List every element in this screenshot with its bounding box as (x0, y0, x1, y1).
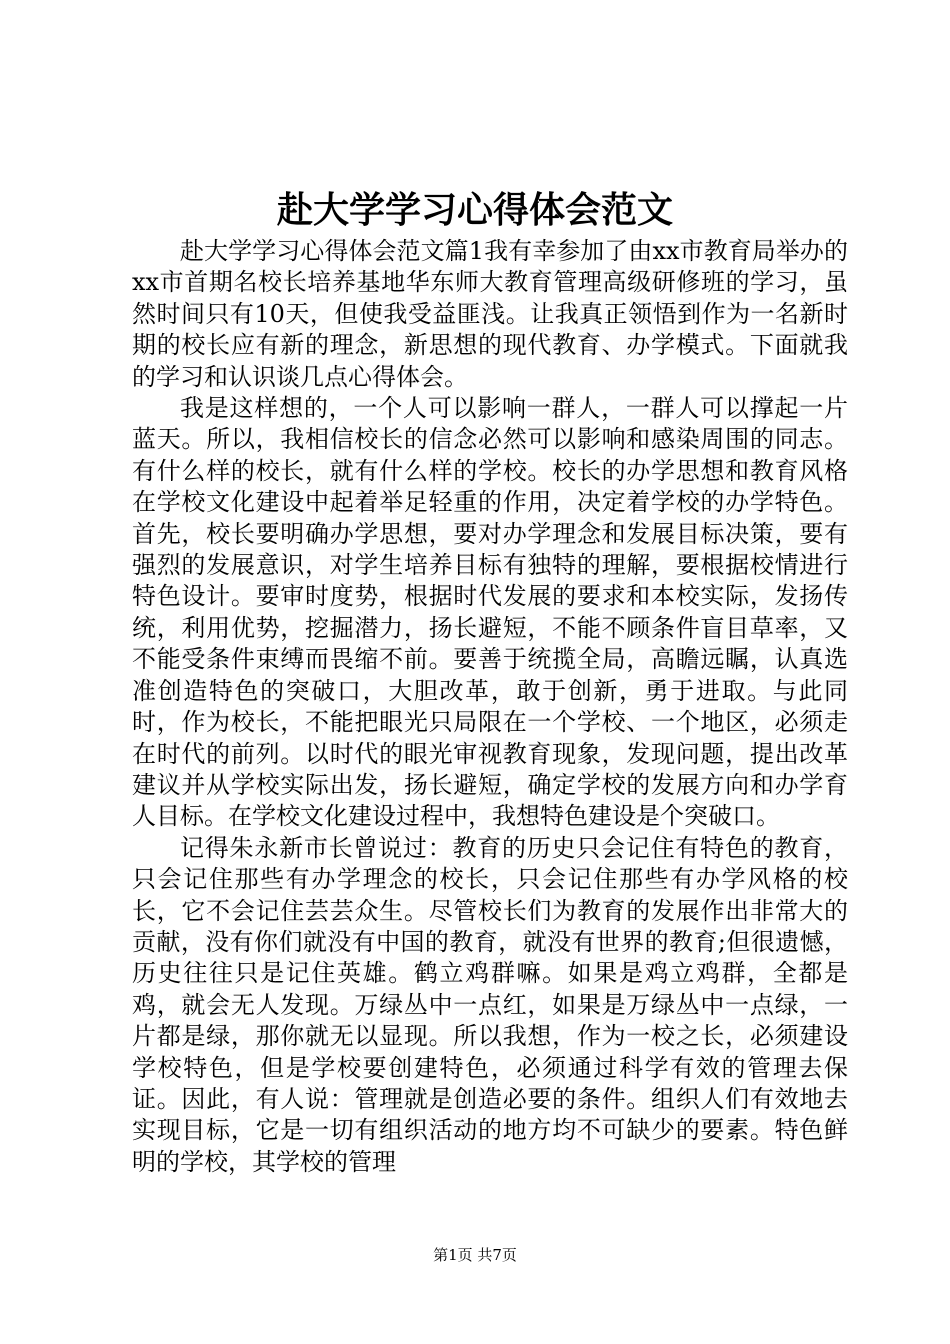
paragraph-1: 赴大学学习心得体会范文篇1我有幸参加了由xx市教育局举办的xx市首期名校长培养基地华东师大教育管理高级研修班的学习，虽然时间只有10天，但使我受益匪浅。让我真正领悟到作为一名新时期的校长应有新的理念，新思想的现代教育、办学模式。下面就我的学习和认识谈几点心得体会。 (132, 237, 848, 391)
document-title: 赴大学学习心得体会范文 (276, 189, 673, 231)
page-footer: 第1页 共7页 (433, 1246, 517, 1264)
paragraph-3: 记得朱永新市长曾说过：教育的历史只会记住有特色的教育，只会记住那些有办学理念的校长，只会记住那些有办学风格的校长，它不会记住芸芸众生。尽管校长们为教育的发展作出非常大的贡献，没有你们就没有中国的教育，就没有世界的教育;但很遗憾，历史往往只是记住英雄。鹤立鸡群嘛。如果是鸡立鸡群，全都是鸡，就会无人发现。万绿丛中一点红，如果是万绿丛中一点绿，一片都是绿，那你就无以显现。所以我想，作为一校之长，必须建设学校特色，但是学校要创建特色，必须通过科学有效的管理去保证。因此，有人说：管理就是创造必要的条件。组织人们有效地去实现目标，它是一切有组织活动的地方均不可缺少的要素。特色鲜明的学校，其学校的管理 (132, 833, 848, 1176)
document-body (132, 236, 848, 1178)
paragraph-2: 我是这样想的，一个人可以影响一群人，一群人可以撑起一片蓝天。所以，我相信校长的信念必然可以影响和感染周围的同志。有什么样的校长，就有什么样的学校。校长的办学思想和教育风格在学校文化建设中起着举足轻重的作用，决定着学校的办学特色。首先，校长要明确办学思想，要对办学理念和发展目标决策，要有强烈的发展意识，对学生培养目标有独特的理解，要根据校情进行特色设计。要审时度势，根据时代发展的要求和本校实际，发扬传统，利用优势，挖掘潜力，扬长避短，不能不顾条件盲目草率，又不能受条件束缚而畏缩不前。要善于统揽全局，高瞻远瞩，认真选准创造特色的突破口，大胆改革，敢于创新，勇于进取。与此同时，作为校长，不能把眼光只局限在一个学校、一个地区，必须走在时代的前列。以时代的眼光审视教育现象，发现问题，提出改革建议并从学校实际出发，扬长避短，确定学校的发展方向和办学育人目标。在学校文化建设过程中，我想特色建设是个突破口。 (132, 394, 848, 831)
